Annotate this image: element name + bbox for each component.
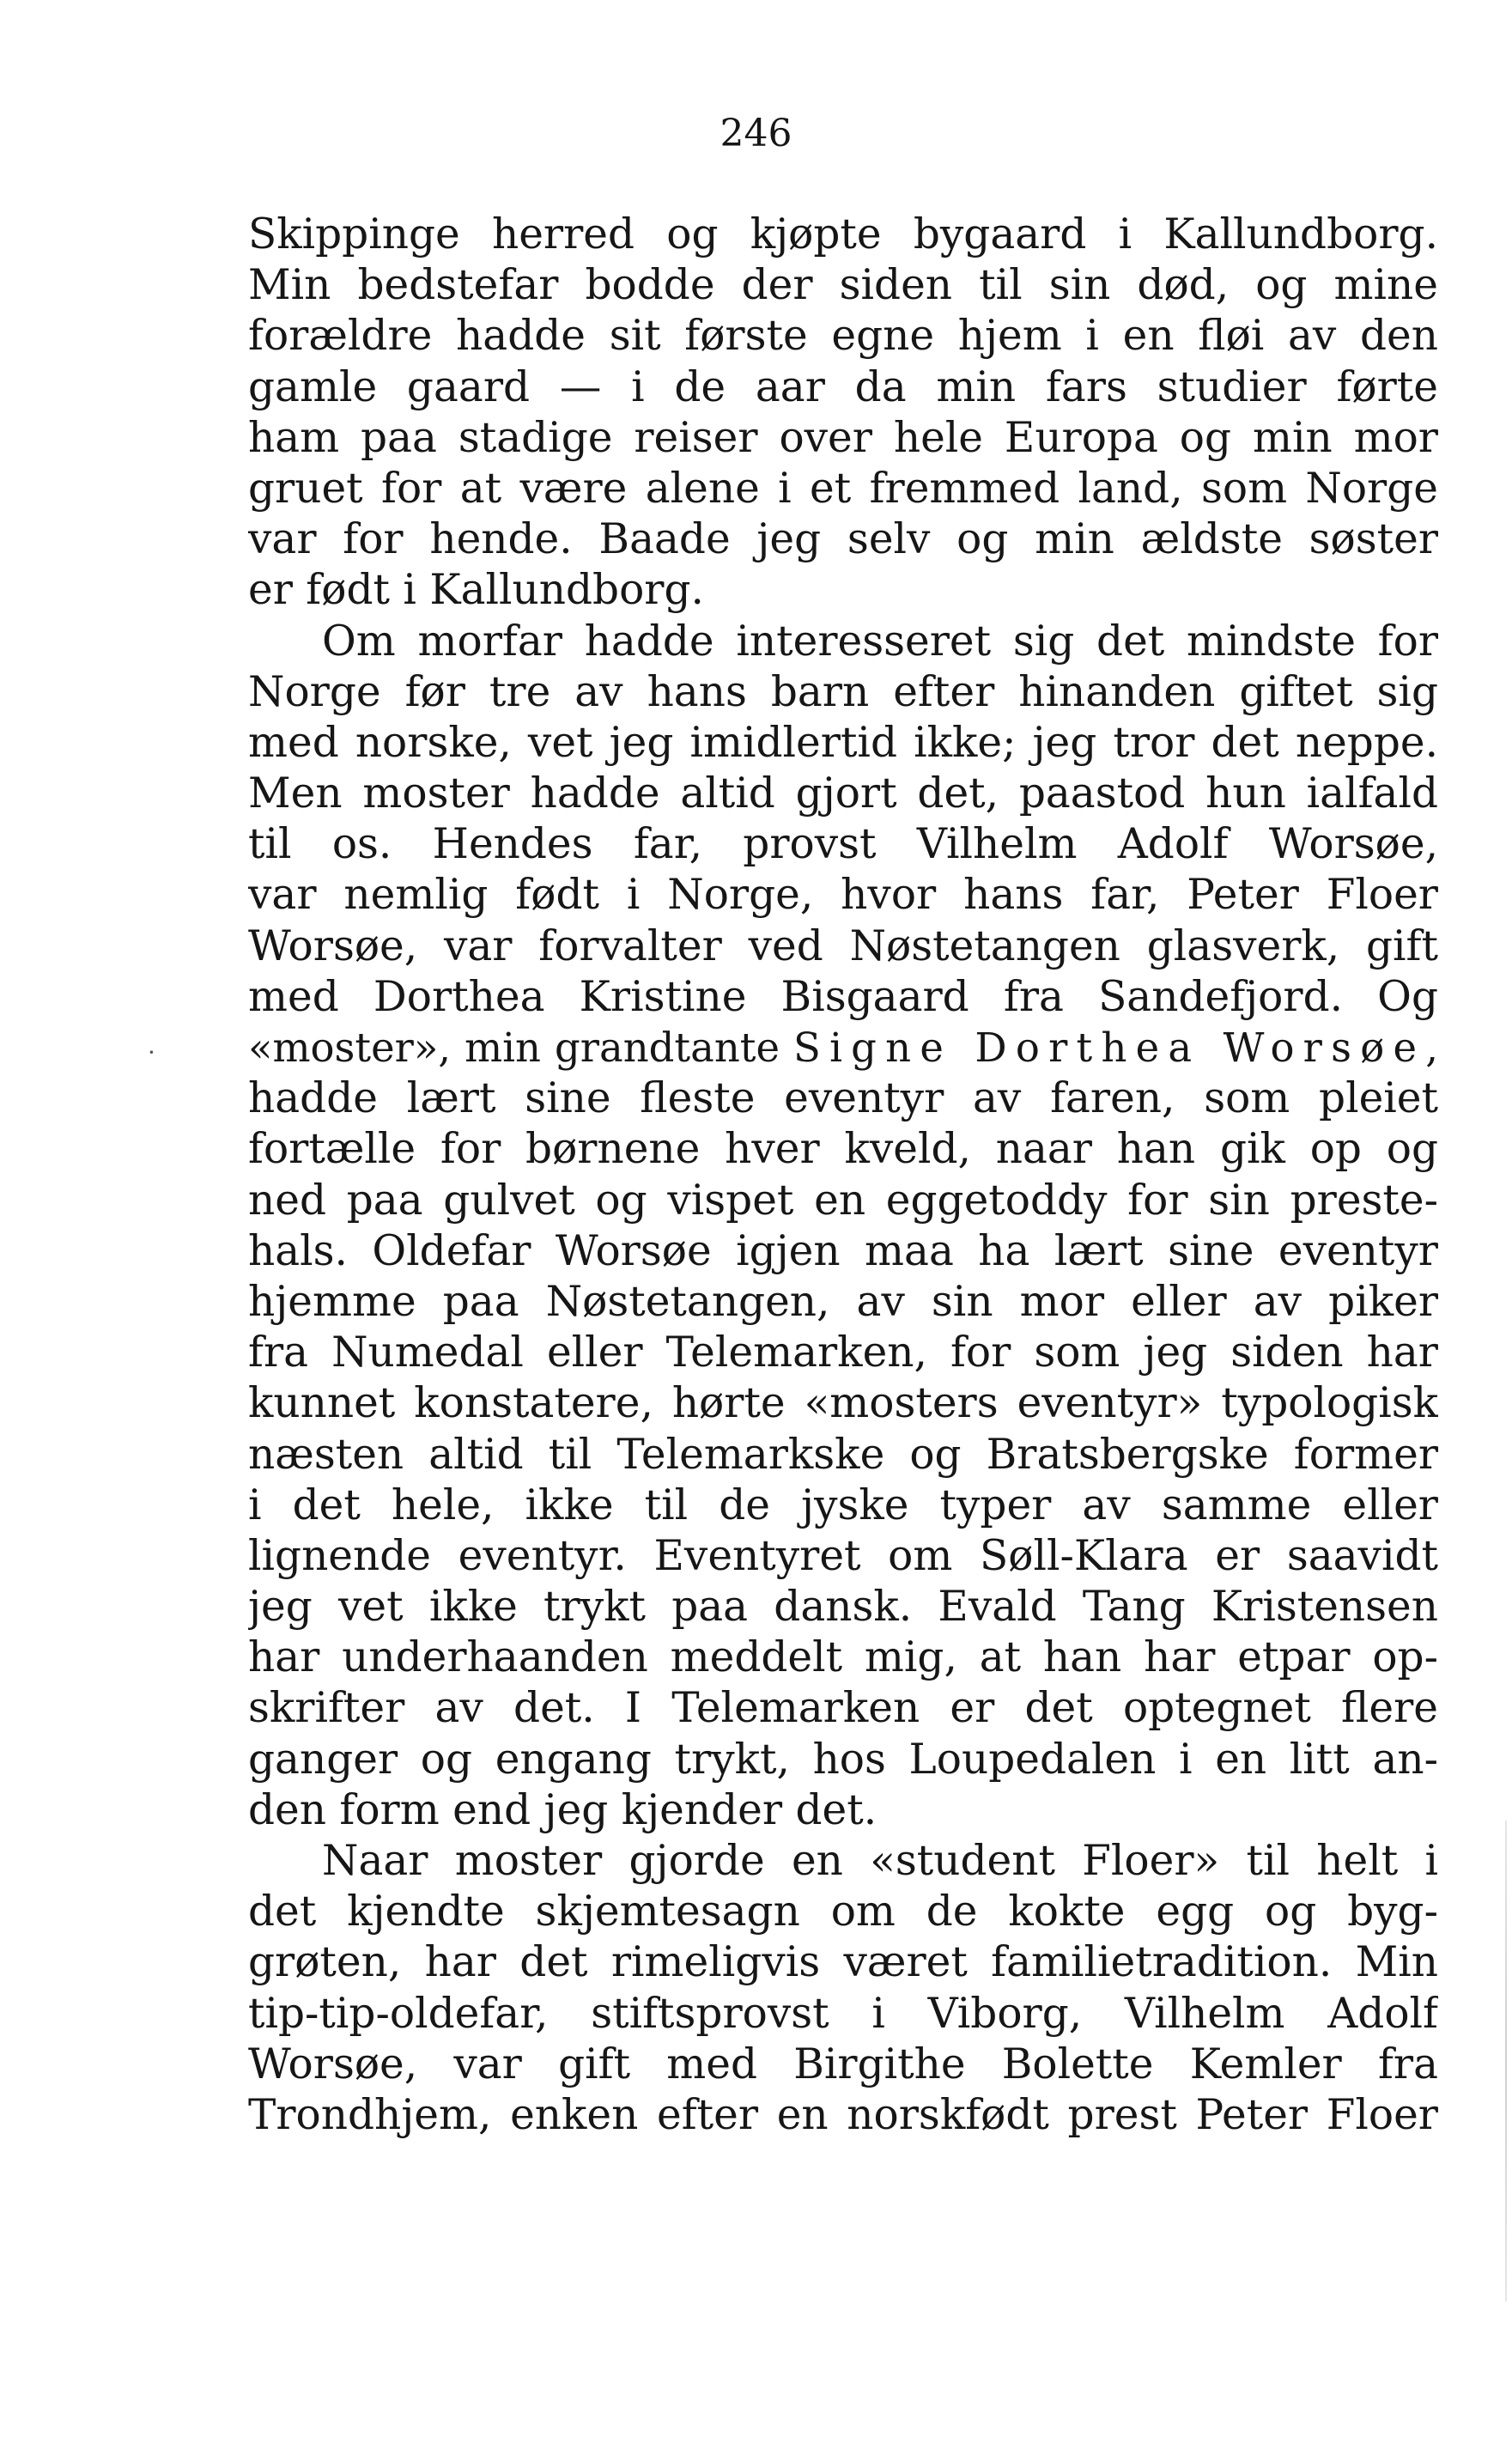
text-line: lignende eventyr. Eventyret om Søll-Klara er saavidt (248, 1531, 1438, 1580)
text-line: har underhaanden meddelt mig, at han har etpar op- (248, 1633, 1438, 1682)
page-number: 246 (720, 112, 792, 155)
text-line: Worsøe, var forvalter ved Nøstetangen glasverk, gift (248, 921, 1438, 970)
line-prefix: «moster», min grandtante (248, 1024, 793, 1071)
text-line: den form end jeg kjender det. (248, 1785, 877, 1834)
text-line: var for hende. Baade jeg selv og min ældste søster (248, 515, 1438, 564)
text-line: kunnet konstatere, hørte «mosters eventyr» typologisk (248, 1379, 1438, 1428)
text-line: er født i Kallundborg. (248, 566, 704, 615)
text-line: tip-tip-oldefar, stiftsprovst i Viborg, Vilhelm Adolf (248, 1989, 1438, 2038)
text-line: ned paa gulvet og vispet en eggetoddy for sin preste- (248, 1176, 1438, 1225)
text-line-with-spaced-name (248, 1023, 1438, 1073)
text-line: i det hele, ikke til de jyske typer av samme eller (248, 1480, 1438, 1529)
text-line: med norske, vet jeg imidlertid ikke; jeg tror det neppe. (248, 718, 1438, 767)
body-text (248, 210, 1438, 2141)
text-line: ganger og engang trykt, hos Loupedalen i en litt an- (248, 1735, 1438, 1784)
text-line: grøten, har det rimeligvis været familietradition. Min (248, 1938, 1438, 1987)
text-line: jeg vet ikke trykt paa dansk. Evald Tang Kristensen (248, 1583, 1438, 1632)
text-line: hals. Oldefar Worsøe igjen maa ha lært sine eventyr (248, 1226, 1438, 1275)
text-line: fortælle for børnene hver kveld, naar han gik op og (248, 1125, 1438, 1174)
text-line: til os. Hendes far, provst Vilhelm Adolf Worsøe, (248, 820, 1438, 869)
text-line: Min bedstefar bodde der siden til sin død, og mine (248, 261, 1438, 310)
text-line: ham paa stadige reiser over hele Europa og min mor (248, 413, 1438, 462)
text-line: gamle gaard — i de aar da min fars studier førte (248, 362, 1438, 411)
page-edge-shadow (1505, 1821, 1507, 2301)
text-line: gruet for at være alene i et fremmed land, som Norge (248, 464, 1438, 513)
text-line: med Dorthea Kristine Bisgaard fra Sandefjord. Og (248, 972, 1438, 1021)
text-line: Norge før tre av hans barn efter hinanden giftet sig (248, 667, 1438, 716)
paragraph-start-line: Naar moster gjorde en «student Floer» til helt i (322, 1837, 1438, 1885)
text-line: hadde lært sine fleste eventyr av faren, som pleiet (248, 1074, 1438, 1123)
paragraph-start-line: Om morfar hadde interesseret sig det mindste for (322, 617, 1438, 666)
text-line: Worsøe, var gift med Birgithe Bolette Kemler fra (248, 2040, 1438, 2088)
line-suffix: , (1425, 1024, 1438, 1071)
text-line: det kjendte skjemtesagn om de kokte egg og byg- (248, 1888, 1438, 1936)
margin-mark: · (148, 1038, 155, 1067)
text-line: forældre hadde sit første egne hjem i en fløi av den (248, 312, 1438, 361)
text-line: Skippinge herred og kjøpte bygaard i Kallundborg. (248, 210, 1438, 258)
text-line: hjemme paa Nøstetangen, av sin mor eller av piker (248, 1277, 1438, 1326)
text-line: næsten altid til Telemarkske og Bratsbergske former (248, 1430, 1438, 1479)
text-line: Men moster hadde altid gjort det, paastod hun ialfald (248, 769, 1438, 818)
spaced-name: Signe Dorthea Worsøe (793, 1024, 1426, 1071)
text-line: Trondhjem, enken efter en norskfødt prest Peter Floer (248, 2090, 1438, 2139)
text-line: fra Numedal eller Telemarken, for som jeg siden har (248, 1328, 1438, 1377)
text-line: var nemlig født i Norge, hvor hans far, Peter Floer (248, 871, 1438, 920)
text-line: skrifter av det. I Telemarken er det optegnet flere (248, 1684, 1438, 1733)
